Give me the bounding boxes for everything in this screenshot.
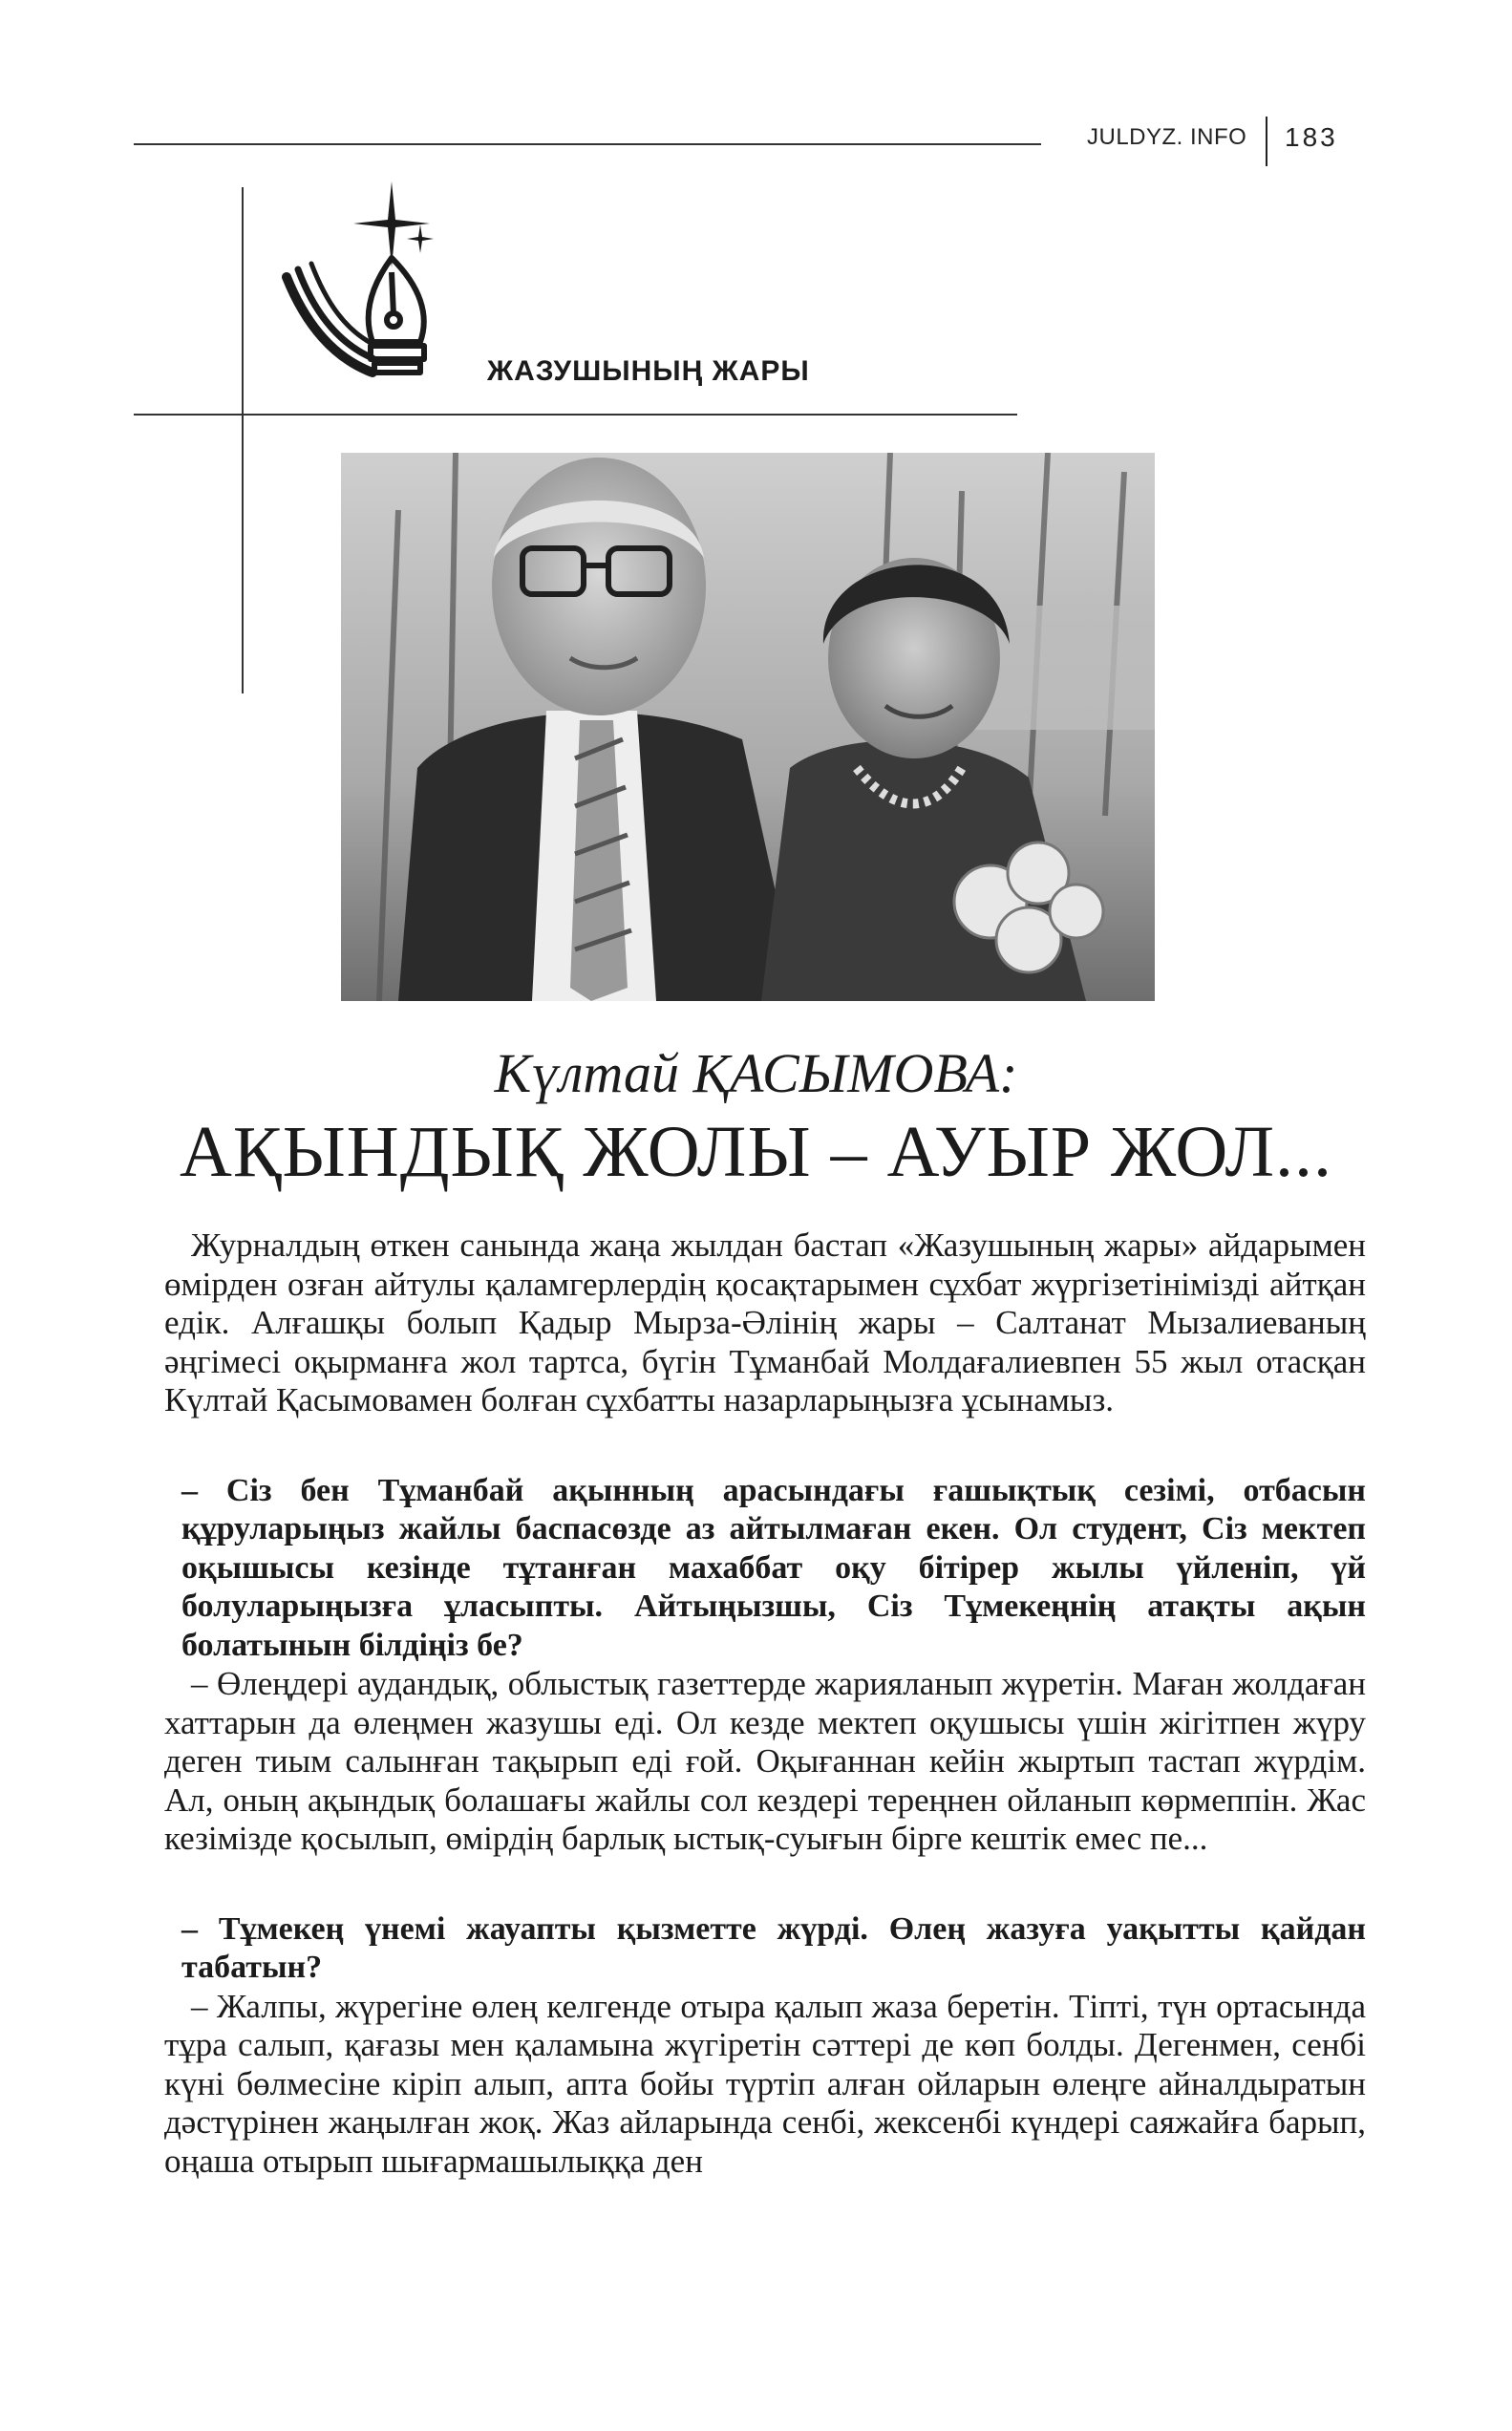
article-intro: Журналдың өткен санында жаңа жылдан бастап «Жазушының жары» айдарымен өмірден озған айтулы қаламгерлердің қосақтарымен сұхбат жүргізетінімізді айтқан едік. Алғашқы болып Қадыр Мырза-Әлінің жары – Салтанат Мызалиеваның әңгімесі оқырманға жол тартса, бүгін Тұманбай Молдағалиевпен 55 жыл отасқан Күлтай Қасымовамен болған сұхбатты назарларыңызға ұсынамыз. <box>164 1226 1366 1418</box>
paragraph-gap <box>164 1859 1366 1910</box>
article-body <box>164 1226 1366 2181</box>
couple-photo <box>341 453 1155 1001</box>
site-name: JULDYZ. INFO <box>1087 124 1247 150</box>
interview-answer: – Жалпы, жүрегіне өлең келгенде отыра қалып жаза беретін. Тіпті, түн ортасында тұра салып, қағазы мен қаламына жүгіретін сәттері де көп болды. Дегенмен, сенбі күні бөлмесіне кіріп алып, апта бойы түртіп алған ойларын өлеңге айналдыратын дәстүрінен жаңылған жоқ. Жаз айларында сенбі, жексенбі күндері саяжайға барып, оңаша отырып шығармашылыққа ден <box>164 1987 1366 2180</box>
interview-answer: – Өлеңдері аудандық, облыстық газеттерде жарияланып жүретін. Маған жолдаған хаттарын да өлеңмен жазушы еді. Ол кезде мектеп оқушысы үшін жігітпен жүру деген тиым салынған тақырып еді ғой. Оқығаннан кейін жыртып тастап жүрдім. Ал, оның ақындық болашағы жайлы сол кездері тереңнен ойланып көрмеппін. Жас кезімізде қосылып, өмірдің барлық ыстық-суығын бірге кештік емес пе... <box>164 1665 1366 1857</box>
section-vertical-rule <box>242 187 244 693</box>
section-title: ЖАЗУШЫНЫҢ ЖАРЫ <box>487 355 810 387</box>
article-author: Күлтай ҚАСЫМОВА: <box>494 1042 1018 1104</box>
article-headline: АҚЫНДЫҚ ЖОЛЫ – АУЫР ЖОЛ... <box>179 1112 1333 1192</box>
interview-question: – Сіз бен Тұманбай ақынның арасындағы ғашықтық сезімі, отбасын құруларыңыз жайлы баспасөзде аз айтылмаған екен. Ол студент, Сіз мектеп оқышысы кезінде тұтанған махаббат оқу бітірер жылы үйленіп, үй болуларыңызға ұласыпты. Айтыңызшы, Сіз Тұмекеңнің атақты ақын болатынын білдіңіз бе? <box>181 1472 1366 1663</box>
page-number: 183 <box>1285 122 1338 152</box>
section-horizontal-rule <box>134 414 1017 416</box>
paragraph-gap <box>164 1420 1366 1472</box>
interview-question: – Тұмекең үнемі жауапты қызметте жүрді. Өлең жазуға уақытты қайдан табатын? <box>181 1910 1366 1985</box>
header-rule <box>134 143 1041 145</box>
header-separator <box>1266 117 1267 166</box>
pen-nib-star-icon <box>277 181 458 387</box>
